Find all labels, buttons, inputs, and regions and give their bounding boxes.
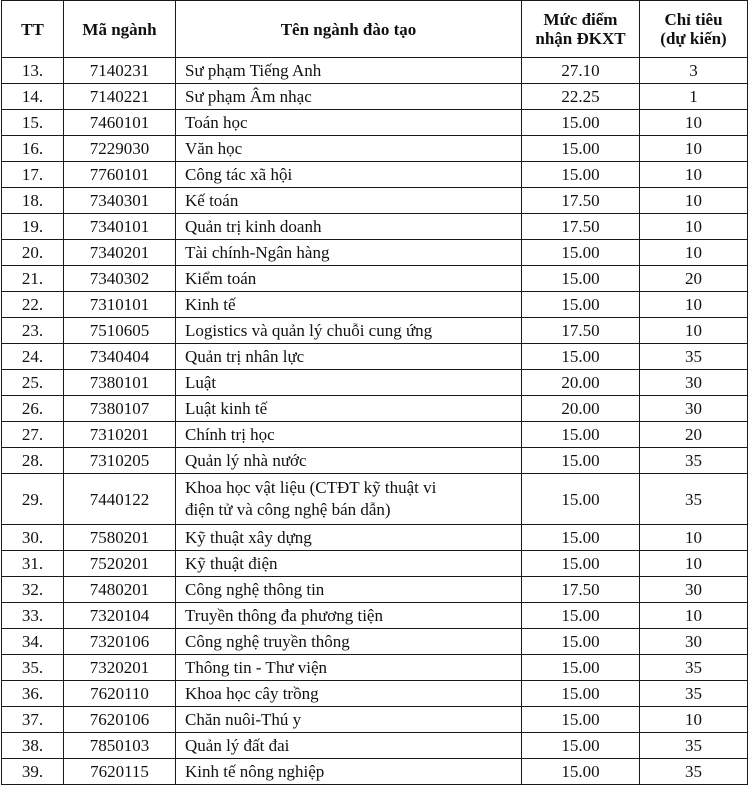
cell-muc-diem: 15.00 [522,266,640,292]
cell-tt: 22. [2,292,64,318]
cell-muc-diem: 15.00 [522,448,640,474]
cell-ten-nganh: Kinh tế [176,292,522,318]
table-row [2,655,748,681]
cell-ma-nganh: 7140221 [64,84,176,110]
table-row [2,292,748,318]
table-row [2,370,748,396]
table-row [2,733,748,759]
cell-chi-tieu: 35 [640,448,748,474]
cell-chi-tieu: 20 [640,266,748,292]
cell-ten-nganh: Công nghệ thông tin [176,577,522,603]
cell-tt: 23. [2,318,64,344]
cell-chi-tieu: 30 [640,629,748,655]
cell-ma-nganh: 7520201 [64,551,176,577]
cell-ten-nganh: Quản lý đất đai [176,733,522,759]
cell-ma-nganh: 7760101 [64,162,176,188]
header-muc-diem [522,1,640,58]
cell-ten-nganh: Sư phạm Âm nhạc [176,84,522,110]
cell-ma-nganh: 7310205 [64,448,176,474]
cell-ten-nganh: Kỹ thuật xây dựng [176,525,522,551]
cell-tt: 21. [2,266,64,292]
cell-muc-diem: 27.10 [522,58,640,84]
cell-muc-diem: 15.00 [522,110,640,136]
cell-ma-nganh: 7620115 [64,759,176,785]
table-header-row [2,1,748,58]
header-ma-nganh: Mã ngành [64,1,176,58]
table-row [2,318,748,344]
cell-ma-nganh: 7580201 [64,525,176,551]
table-row [2,603,748,629]
cell-ma-nganh: 7620110 [64,681,176,707]
cell-tt: 16. [2,136,64,162]
cell-tt: 17. [2,162,64,188]
cell-tt: 20. [2,240,64,266]
cell-tt: 34. [2,629,64,655]
cell-muc-diem: 15.00 [522,603,640,629]
cell-tt: 39. [2,759,64,785]
cell-tt: 36. [2,681,64,707]
cell-ma-nganh: 7320106 [64,629,176,655]
cell-chi-tieu: 1 [640,84,748,110]
cell-ma-nganh: 7850103 [64,733,176,759]
table-row [2,577,748,603]
table-row [2,84,748,110]
cell-ten-nganh: Quản trị nhân lực [176,344,522,370]
cell-muc-diem: 20.00 [522,396,640,422]
cell-muc-diem: 15.00 [522,422,640,448]
cell-ma-nganh: 7140231 [64,58,176,84]
cell-muc-diem: 17.50 [522,214,640,240]
cell-muc-diem: 15.00 [522,759,640,785]
table-body [2,58,748,785]
table-row [2,551,748,577]
header-chi-tieu-line1: Chỉ tiêu [664,10,723,29]
cell-chi-tieu: 10 [640,603,748,629]
cell-chi-tieu: 10 [640,551,748,577]
table-row [2,136,748,162]
cell-muc-diem: 15.00 [522,240,640,266]
cell-ten-nganh: Khoa học cây trồng [176,681,522,707]
cell-chi-tieu: 10 [640,292,748,318]
cell-chi-tieu: 35 [640,681,748,707]
cell-chi-tieu: 35 [640,344,748,370]
cell-tt: 38. [2,733,64,759]
cell-tt: 19. [2,214,64,240]
cell-ten-nganh: Logistics và quản lý chuỗi cung ứng [176,318,522,344]
table-row [2,422,748,448]
cell-chi-tieu: 35 [640,759,748,785]
table-row [2,188,748,214]
cell-chi-tieu: 30 [640,577,748,603]
cell-chi-tieu: 30 [640,396,748,422]
cell-tt: 29. [2,474,64,525]
cell-tt: 30. [2,525,64,551]
cell-ten-nganh: Công tác xã hội [176,162,522,188]
cell-ten-nganh: Quản lý nhà nước [176,448,522,474]
cell-ten-nganh: Thông tin - Thư viện [176,655,522,681]
admission-table [1,0,748,785]
cell-muc-diem: 17.50 [522,577,640,603]
cell-ma-nganh: 7460101 [64,110,176,136]
cell-chi-tieu: 35 [640,733,748,759]
cell-ma-nganh: 7310201 [64,422,176,448]
cell-tt: 31. [2,551,64,577]
cell-ten-nganh: Chăn nuôi-Thú y [176,707,522,733]
cell-ten-nganh: Sư phạm Tiếng Anh [176,58,522,84]
cell-tt: 25. [2,370,64,396]
cell-tt: 24. [2,344,64,370]
table-row [2,759,748,785]
cell-ma-nganh: 7310101 [64,292,176,318]
table-row [2,681,748,707]
cell-muc-diem: 15.00 [522,525,640,551]
cell-muc-diem: 15.00 [522,162,640,188]
header-ten-nganh: Tên ngành đào tạo [176,1,522,58]
cell-ma-nganh: 7440122 [64,474,176,525]
header-chi-tieu [640,1,748,58]
cell-tt: 37. [2,707,64,733]
cell-ten-nganh: Kỹ thuật điện [176,551,522,577]
cell-muc-diem: 15.00 [522,551,640,577]
cell-chi-tieu: 35 [640,655,748,681]
cell-ma-nganh: 7340101 [64,214,176,240]
cell-chi-tieu: 10 [640,214,748,240]
cell-ten-nganh: Kinh tế nông nghiệp [176,759,522,785]
cell-tt: 27. [2,422,64,448]
cell-muc-diem: 15.00 [522,292,640,318]
cell-ma-nganh: 7320104 [64,603,176,629]
cell-ten-nganh-line2: điện tử và công nghệ bán dẫn) [185,500,391,519]
cell-ten-nganh: Toán học [176,110,522,136]
cell-ma-nganh: 7620106 [64,707,176,733]
cell-muc-diem: 22.25 [522,84,640,110]
cell-ten-nganh: Kế toán [176,188,522,214]
cell-ten-nganh [176,474,522,525]
cell-muc-diem: 20.00 [522,370,640,396]
cell-tt: 26. [2,396,64,422]
cell-ten-nganh: Công nghệ truyền thông [176,629,522,655]
cell-ten-nganh: Tài chính-Ngân hàng [176,240,522,266]
cell-ma-nganh: 7340201 [64,240,176,266]
table-row [2,396,748,422]
cell-tt: 32. [2,577,64,603]
cell-muc-diem: 15.00 [522,474,640,525]
cell-ma-nganh: 7340404 [64,344,176,370]
cell-chi-tieu: 10 [640,318,748,344]
cell-ten-nganh-line1: Khoa học vật liệu (CTĐT kỹ thuật vi [185,478,437,497]
cell-muc-diem: 15.00 [522,136,640,162]
cell-ma-nganh: 7340301 [64,188,176,214]
table-row [2,58,748,84]
cell-muc-diem: 15.00 [522,681,640,707]
table-row [2,448,748,474]
cell-chi-tieu: 10 [640,525,748,551]
header-muc-diem-line2: nhận ĐKXT [535,29,626,48]
cell-ten-nganh: Quản trị kinh doanh [176,214,522,240]
table-row [2,162,748,188]
table-row [2,344,748,370]
cell-ma-nganh: 7380107 [64,396,176,422]
cell-tt: 14. [2,84,64,110]
cell-ten-nganh: Văn học [176,136,522,162]
cell-muc-diem: 17.50 [522,188,640,214]
table-row [2,525,748,551]
table-row [2,629,748,655]
cell-muc-diem: 15.00 [522,733,640,759]
cell-ma-nganh: 7480201 [64,577,176,603]
cell-chi-tieu: 3 [640,58,748,84]
cell-tt: 18. [2,188,64,214]
cell-chi-tieu: 20 [640,422,748,448]
table-row [2,474,748,525]
cell-ten-nganh: Chính trị học [176,422,522,448]
table-row [2,214,748,240]
cell-muc-diem: 15.00 [522,344,640,370]
table-row [2,266,748,292]
header-chi-tieu-line2: (dự kiến) [660,29,727,48]
table-row [2,707,748,733]
cell-tt: 28. [2,448,64,474]
cell-muc-diem: 15.00 [522,655,640,681]
cell-ma-nganh: 7340302 [64,266,176,292]
cell-tt: 33. [2,603,64,629]
cell-tt: 15. [2,110,64,136]
cell-ma-nganh: 7510605 [64,318,176,344]
cell-ma-nganh: 7229030 [64,136,176,162]
cell-ten-nganh: Truyền thông đa phương tiện [176,603,522,629]
cell-chi-tieu: 10 [640,240,748,266]
table-row [2,110,748,136]
cell-muc-diem: 15.00 [522,707,640,733]
cell-tt: 35. [2,655,64,681]
cell-ten-nganh: Luật [176,370,522,396]
cell-tt: 13. [2,58,64,84]
cell-chi-tieu: 30 [640,370,748,396]
cell-chi-tieu: 10 [640,707,748,733]
cell-ma-nganh: 7320201 [64,655,176,681]
cell-muc-diem: 17.50 [522,318,640,344]
header-tt: TT [2,1,64,58]
cell-ma-nganh: 7380101 [64,370,176,396]
cell-ten-nganh: Luật kinh tế [176,396,522,422]
cell-chi-tieu: 10 [640,110,748,136]
cell-chi-tieu: 35 [640,474,748,525]
cell-chi-tieu: 10 [640,136,748,162]
cell-chi-tieu: 10 [640,162,748,188]
cell-ten-nganh: Kiểm toán [176,266,522,292]
cell-chi-tieu: 10 [640,188,748,214]
header-muc-diem-line1: Mức điểm [543,10,618,29]
table-row [2,240,748,266]
cell-muc-diem: 15.00 [522,629,640,655]
